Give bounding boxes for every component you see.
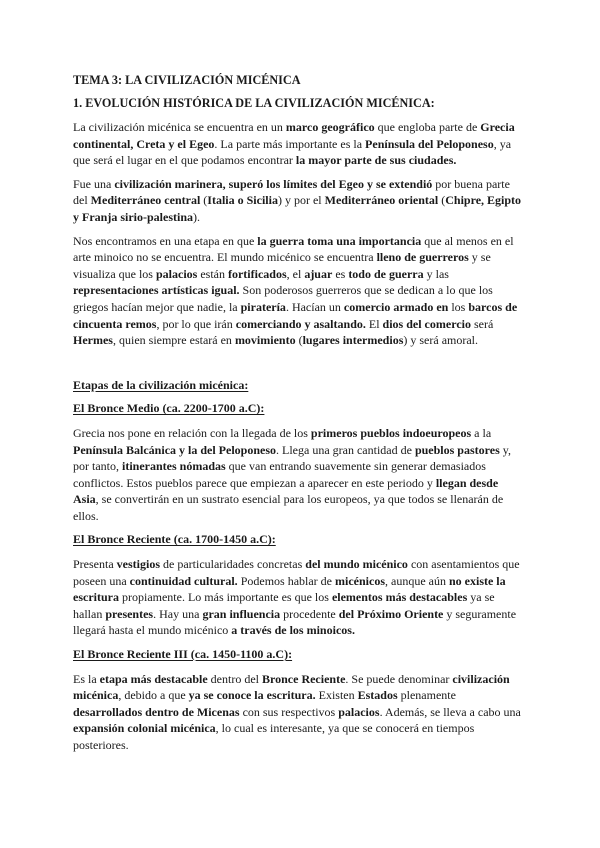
bold-text-run: fortificados	[227, 266, 287, 281]
bold-text-run: del mundo micénico	[305, 557, 408, 572]
bold-text-run: gran influencia	[202, 606, 281, 621]
text-run: es	[332, 266, 349, 281]
bronce-reciente-iii-heading: El Bronce Reciente III (ca. 1450-1100 a.C):	[73, 647, 293, 662]
text-run: . Se puede denominar	[345, 671, 453, 686]
bold-text-run: lleno de guerreros	[376, 250, 469, 265]
text-run: (	[200, 193, 208, 208]
text-run: Fue una	[73, 176, 115, 191]
bold-text-run: expansión colonial micénica	[73, 721, 216, 736]
text-run: , por lo que irán	[156, 316, 236, 331]
text-run: . Hacían un	[285, 299, 344, 314]
bold-text-run: continuidad cultural.	[129, 573, 238, 588]
text-run: , el	[286, 266, 305, 281]
text-run: procedente	[280, 606, 339, 621]
text-run: ) y será amoral.	[403, 333, 479, 348]
text-run: y se visualiza que los	[73, 250, 491, 281]
bold-text-run: representaciones artísticas igual.	[73, 283, 240, 298]
bold-text-run: dios del comercio	[382, 316, 471, 331]
bold-text-run: Italia o Sicilia	[207, 193, 278, 208]
text-run: que van entrando suavemente sin generar demasiados conflictos. Estos pueblos parece que empiezan a aparecer en este periodo y	[73, 459, 486, 490]
text-run: y seguramente llegará hasta el mundo micénico	[73, 606, 517, 638]
text-run: propiamente. Lo más importante es que los	[118, 590, 332, 605]
bold-text-run: Chipre, Egipto y Franja sirio-palestina	[73, 193, 522, 224]
text-run: Presenta	[73, 557, 117, 572]
bold-text-run: Península del Peloponeso	[365, 136, 494, 151]
text-run: Podemos hablar de	[237, 573, 335, 588]
section-heading: 1. EVOLUCIÓN HISTÓRICA DE LA CIVILIZACIÓN MICÉNICA:	[73, 96, 435, 110]
bold-text-run: presentes	[105, 606, 154, 621]
text-run: que al menos en el arte minoico no se encuentra. El mundo micénico se encuentra	[73, 233, 514, 265]
text-run: que engloba parte de	[374, 120, 481, 134]
bold-text-run: civilización marinera, superó los límites del Egeo y se extendió	[114, 176, 433, 191]
text-run: y, por tanto,	[73, 442, 511, 474]
bold-text-run: no existe la escritura	[73, 573, 506, 605]
text-run: , se convertirán en un sustrato esencial para los europeos, ya que todos se llenarán de ellos.	[73, 492, 504, 523]
bold-text-run: pueblos pastores	[414, 442, 500, 457]
bronce-medio-heading: El Bronce Medio (ca. 2200-1700 a.C):	[73, 401, 265, 416]
bold-text-run: etapa más destacable	[99, 671, 208, 686]
text-run: . Además, se lleva a cabo una	[379, 704, 521, 719]
text-run: están	[197, 266, 228, 281]
paragraph-bronce-reciente	[73, 556, 523, 639]
paragraph-bronce-reciente-iii	[73, 671, 523, 754]
text-run: Es la	[73, 671, 100, 686]
text-run: , ya que será el lugar en el que podamos encontrar	[73, 136, 512, 168]
paragraph-civilizacion-marinera	[73, 176, 523, 226]
bold-text-run: civilización micénica	[73, 671, 510, 703]
bold-text-run: comercio armado en	[343, 299, 449, 314]
bold-text-run: palacios	[155, 266, 198, 281]
text-run: , debido a que	[118, 688, 189, 703]
text-run: Son poderosos guerreros que se dedican a lo que los griegos hacían mejor que nadie, la	[73, 283, 493, 314]
text-run: El	[365, 316, 383, 331]
bold-text-run: Grecia continental, Creta y el Egeo	[73, 120, 515, 151]
bold-text-run: micénicos	[335, 573, 385, 588]
text-run: y las	[423, 266, 449, 281]
text-run: será	[470, 316, 494, 331]
blank-space	[73, 356, 523, 377]
paragraph-bronce-medio	[73, 425, 523, 525]
bold-text-run: lugares intermedios	[302, 333, 404, 348]
bold-text-run: ya se conoce la escritura.	[188, 688, 316, 703]
text-run: por buena parte del	[73, 176, 510, 208]
text-run: a la	[471, 425, 492, 440]
text-run: (	[295, 333, 303, 348]
text-run: . Llega una gran cantidad de	[276, 442, 415, 457]
text-run: los	[448, 299, 469, 314]
text-run: . Hay una	[153, 606, 203, 621]
text-run: de particularidades concretas	[160, 557, 306, 572]
bold-text-run: Bronce Reciente	[262, 671, 346, 686]
bold-text-run: movimiento	[234, 333, 296, 348]
text-run: , aunque aún	[385, 573, 449, 588]
bold-text-run: Hermes	[73, 333, 113, 348]
text-run: La civilización micénica se encuentra en un	[73, 120, 286, 134]
bold-text-run: la guerra toma una importancia	[257, 233, 422, 248]
bold-text-run: Estados	[357, 688, 398, 703]
text-run: plenamente	[397, 688, 456, 703]
bronce-reciente-heading: El Bronce Reciente (ca. 1700-1450 a.C):	[73, 532, 276, 547]
bold-text-run: Península Balcánica y la del Peloponeso	[73, 442, 277, 457]
text-run: Existen	[315, 688, 358, 703]
text-run: ya se hallan	[73, 590, 495, 621]
bold-text-run: elementos más destacables	[331, 590, 468, 605]
bold-text-run: comerciando y asaltando.	[235, 316, 366, 331]
bold-text-run: desarrollados dentro de Micenas	[73, 704, 240, 719]
text-run: , quien siempre estará en	[112, 333, 235, 348]
paragraph-marco-geografico	[73, 119, 523, 169]
text-run: dentro del	[207, 671, 262, 686]
etapas-heading: Etapas de la civilización micénica:	[73, 377, 249, 392]
paragraph-guerra	[73, 233, 523, 349]
bold-text-run: vestigios	[116, 557, 160, 572]
text-run: , lo cual es interesante, ya que se conocerá en tiempos posteriores.	[73, 721, 475, 752]
bold-text-run: palacios	[338, 704, 380, 719]
bold-text-run: itinerantes nómadas	[122, 459, 226, 474]
document-title: TEMA 3: LA CIVILIZACIÓN MICÉNICA	[73, 73, 301, 87]
bold-text-run: barcos de cincuenta remos	[73, 299, 518, 331]
bold-text-run: del Próximo Oriente	[338, 606, 444, 621]
bold-text-run: piratería	[240, 299, 286, 314]
bold-text-run: Mediterráneo central	[90, 193, 201, 208]
text-run: (	[438, 193, 446, 208]
text-run: Nos encontramos en una etapa en que	[73, 233, 258, 248]
bold-text-run: la mayor parte de sus ciudades.	[295, 153, 457, 168]
bold-text-run: todo de guerra	[348, 266, 424, 281]
bold-text-run: marco geográfico	[285, 120, 375, 134]
text-run: con sus respectivos	[239, 704, 339, 719]
text-run: ) y por el	[277, 193, 325, 208]
text-run: ).	[193, 209, 200, 224]
bold-text-run: llegan desde Asia	[73, 475, 499, 507]
bold-text-run: Mediterráneo oriental	[324, 193, 439, 208]
text-run: Grecia nos pone en relación con la llegada de los	[73, 425, 311, 440]
text-run: con asentamientos que poseen una	[73, 557, 520, 588]
bold-text-run: ajuar	[304, 266, 333, 281]
text-run: . La parte más importante es la	[214, 136, 366, 151]
bold-text-run: primeros pueblos indoeuropeos	[310, 425, 472, 440]
bold-text-run: a través de los minoicos.	[231, 623, 355, 638]
